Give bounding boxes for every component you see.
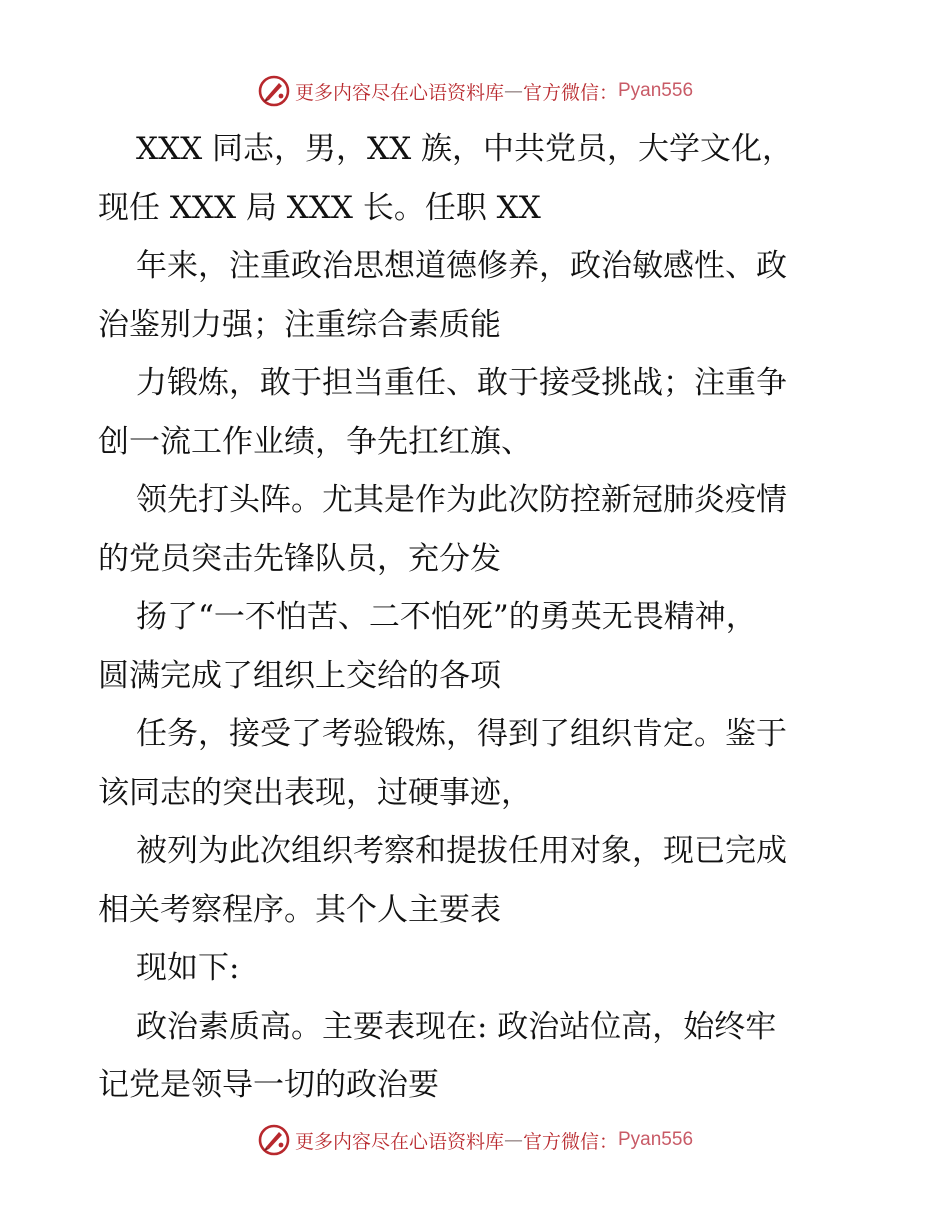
banner-wechat-id: Pyan556	[618, 80, 694, 101]
text-line: 政治素质高。主要表现在: 政治站位高，始终牢	[136, 1008, 777, 1045]
header-watermark-banner	[0, 69, 950, 113]
text-line: 创一流工作业绩，争先扛红旗、	[98, 423, 532, 460]
banner-wechat-label: 官方微信：	[522, 81, 618, 104]
footer-watermark-banner	[0, 1118, 950, 1162]
quill-logo-icon	[257, 74, 291, 108]
text-line: 该同志的突出表现，过硬事迹，	[98, 774, 532, 811]
text-line: 圆满完成了组织上交给的各项	[98, 657, 501, 694]
banner-dash: —	[503, 80, 523, 102]
banner-slogan: 更多内容尽在心语资料库	[294, 1130, 504, 1153]
banner-dash: —	[503, 1129, 523, 1151]
quill-logo-icon	[257, 1123, 291, 1157]
text-line: XXX 同志，男，XX 族，中共党员，大学文化，	[136, 131, 794, 167]
text-line: 的党员突击先锋队员，充分发	[98, 540, 501, 577]
text-line: 任务，接受了考验锻炼，得到了组织肯定。鉴于	[136, 716, 787, 752]
text-line: 治鉴别力强；注重综合素质能	[98, 306, 501, 343]
text-line: 扬了“一不怕苦、二不怕死”的勇英无畏精神，	[136, 599, 757, 635]
text-line: 现任 XXX 局 XXX 长。任职 XX	[98, 189, 541, 226]
banner-wechat-label: 官方微信：	[522, 1130, 618, 1153]
document-body	[98, 120, 858, 1115]
text-line: 被列为此次组织考察和提拔任用对象，现已完成	[136, 833, 787, 869]
text-line: 相关考察程序。其个人主要表	[98, 891, 501, 928]
text-line: 年来，注重政治思想道德修养，政治敏感性、政	[136, 248, 787, 284]
text-line: 领先打头阵。尤其是作为此次防控新冠肺炎疫情	[136, 482, 787, 518]
text-line: 力锻炼，敢于担当重任、敢于接受挑战；注重争	[136, 365, 787, 401]
banner-wechat-id: Pyan556	[618, 1129, 694, 1150]
text-line: 记党是领导一切的政治要	[98, 1067, 439, 1103]
banner-slogan: 更多内容尽在心语资料库	[294, 81, 504, 104]
text-line: 现如下:	[136, 950, 240, 986]
